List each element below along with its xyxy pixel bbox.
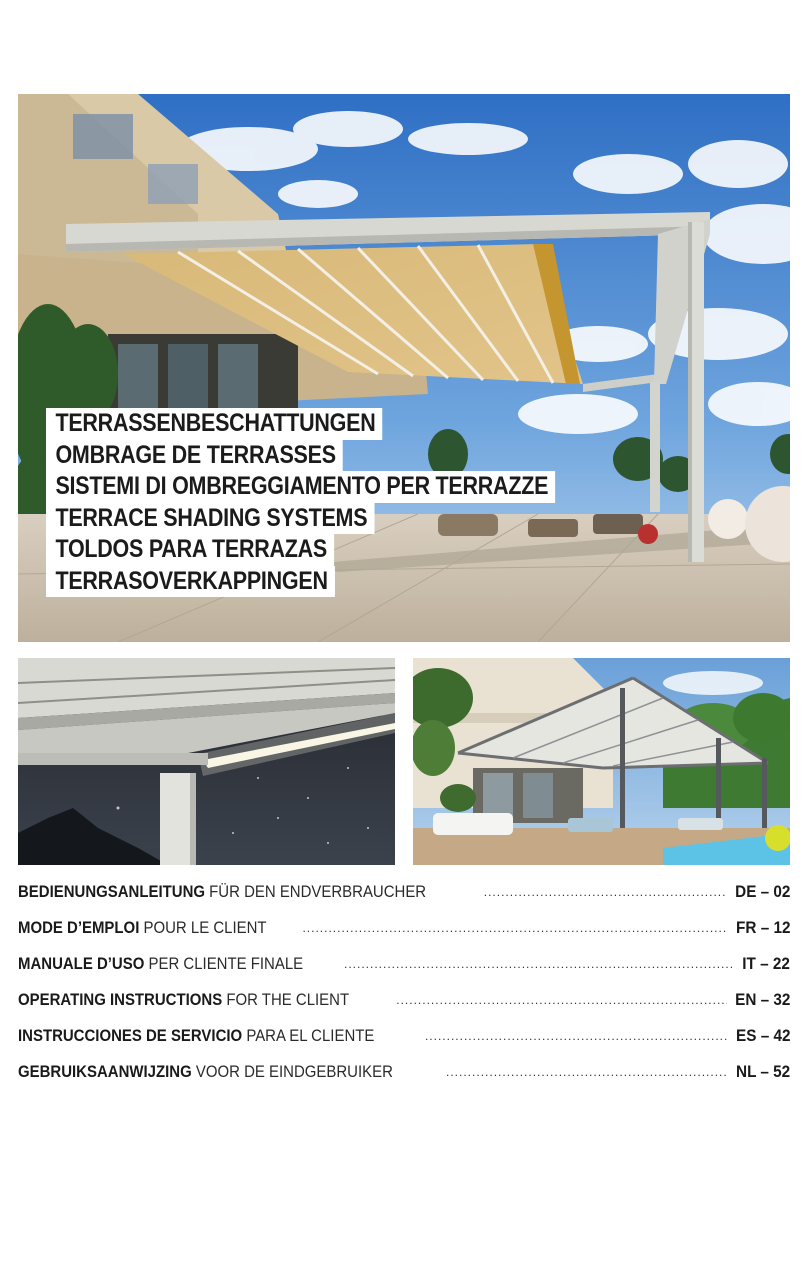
toc-row-it[interactable]	[18, 954, 790, 990]
toc-title-bold: MODE D’EMPLOI	[18, 918, 140, 937]
toc-title-bold: MANUALE D’USO	[18, 954, 145, 973]
night-photo-pergola-led	[18, 658, 395, 865]
toc-title-light: PARA EL CLIENTE	[242, 1026, 375, 1045]
cover-title-es: TOLDOS PARA TERRAZAS	[46, 534, 334, 566]
toc-title-bold: GEBRUIKSAANWIJZING	[18, 1062, 192, 1081]
toc-row-fr[interactable]	[18, 918, 790, 954]
toc-page-ref: IT – 22	[742, 954, 790, 973]
cover-title-fr: OMBRAGE DE TERRASSES	[46, 440, 343, 472]
pool-photo-pergola-garden	[413, 658, 790, 865]
toc-leader-dots	[396, 993, 726, 1007]
toc-title-bold: INSTRUCCIONES DE SERVICIO	[18, 1026, 243, 1045]
toc-row-nl[interactable]	[18, 1062, 790, 1098]
table-of-contents	[18, 882, 790, 1098]
toc-page-ref: FR – 12	[735, 918, 790, 937]
toc-leader-dots	[344, 957, 735, 971]
toc-row-de[interactable]	[18, 882, 790, 918]
toc-title-light: VOOR DE EINDGEBRUIKER	[191, 1062, 393, 1081]
cover-title-nl: TERRASOVERKAPPINGEN	[46, 566, 335, 598]
cover-title-en: TERRACE SHADING SYSTEMS	[46, 503, 374, 535]
cover-title-de: TERRASSENBESCHATTUNGEN	[46, 408, 382, 440]
toc-leader-dots	[484, 885, 727, 899]
toc-leader-dots	[302, 921, 727, 935]
toc-title-light: FÜR DEN ENDVERBRAUCHER	[205, 882, 427, 901]
toc-title-light: POUR LE CLIENT	[139, 918, 267, 937]
cover-title-stack	[46, 408, 638, 597]
toc-title-light: FOR THE CLIENT	[222, 990, 350, 1009]
toc-leader-dots	[446, 1065, 728, 1079]
toc-title-light: PER CLIENTE FINALE	[144, 954, 304, 973]
toc-title-bold: BEDIENUNGSANLEITUNG	[18, 882, 206, 901]
cover-title-it: SISTEMI DI OMBREGGIAMENTO PER TERRAZZE	[46, 471, 555, 503]
toc-row-en[interactable]	[18, 990, 790, 1026]
toc-page-ref: NL – 52	[735, 1062, 790, 1081]
toc-page-ref: EN – 32	[734, 990, 790, 1009]
toc-page-ref: ES – 42	[735, 1026, 790, 1045]
toc-row-es[interactable]	[18, 1026, 790, 1062]
toc-page-ref: DE – 02	[734, 882, 790, 901]
toc-leader-dots	[425, 1029, 728, 1043]
toc-title-bold: OPERATING INSTRUCTIONS	[18, 990, 223, 1009]
